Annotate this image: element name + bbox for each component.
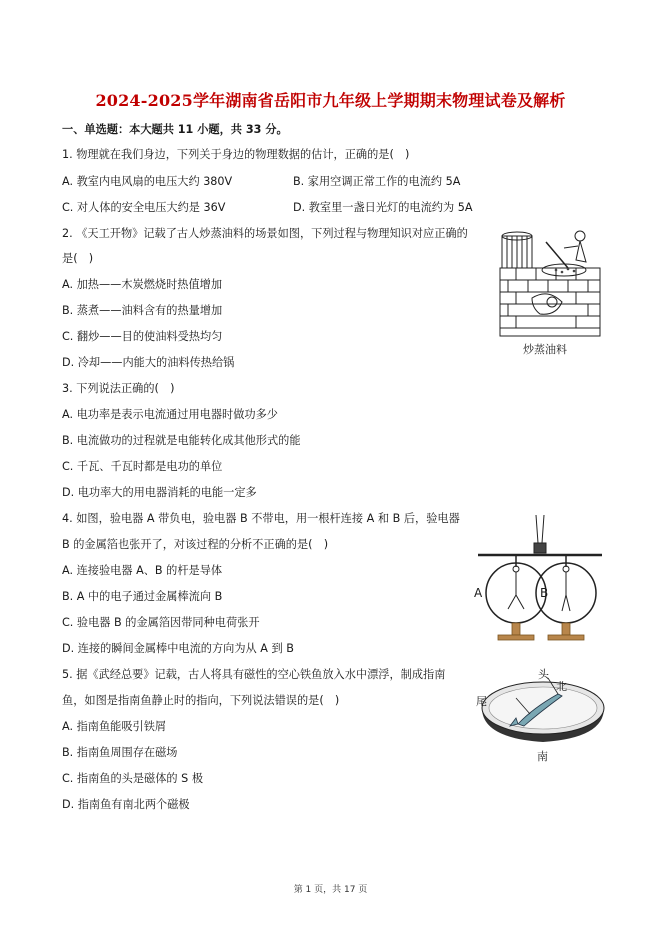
q3-option-d[interactable]: D. 电功率大的用电器消耗的电能一定多	[62, 486, 257, 499]
q4-option-d[interactable]: D. 连接的瞬间金属棒中电流的方向为从 A 到 B	[62, 642, 294, 655]
q3-stem: 3. 下列说法正确的( )	[62, 382, 175, 395]
q1-option-d[interactable]: D. 教室里一盏日光灯的电流约为 5A	[293, 201, 473, 214]
q4-stem-line2: B 的金属箔也张开了，对该过程的分析不正确的是( )	[62, 538, 329, 551]
section-heading: 一、单选题：本大题共 11 小题，共 33 分。	[62, 123, 288, 136]
fish-head-label: 头	[538, 668, 549, 681]
q1-option-c[interactable]: C. 对人体的安全电压大约是 36V	[62, 201, 226, 214]
q2-option-d[interactable]: D. 冷却——内能大的油料传热给锅	[62, 356, 235, 369]
q2-option-a[interactable]: A. 加热——木炭燃烧时热值增加	[62, 278, 223, 291]
q2-figure-caption: 炒蒸油料	[523, 343, 567, 356]
q2-stem-line1: 2. 《天工开物》记载了古人炒蒸油料的场景如图，下列过程与物理知识对应正确的	[62, 227, 468, 240]
q4-option-b[interactable]: B. A 中的电子通过金属棒流向 B	[62, 590, 223, 603]
q2-stem-line2: 是( )	[62, 252, 94, 265]
q5-option-a[interactable]: A. 指南鱼能吸引铁屑	[62, 720, 167, 733]
q1-stem: 1. 物理就在我们身边，下列关于身边的物理数据的估计，正确的是( )	[62, 148, 410, 161]
q5-stem-line1: 5. 据《武经总要》记载，古人将具有磁性的空心铁鱼放入水中漂浮，制成指南	[62, 668, 446, 681]
fish-north-label: 北	[556, 680, 567, 693]
q5-stem-line2: 鱼，如图是指南鱼静止时的指向，下列说法错误的是( )	[62, 694, 340, 707]
electroscope-a-label: A	[474, 586, 483, 600]
q2-option-c[interactable]: C. 翻炒——目的使油料受热均匀	[62, 330, 223, 343]
electroscope-b-label: B	[540, 586, 549, 600]
q4-option-c[interactable]: C. 验电器 B 的金属箔因带同种电荷张开	[62, 616, 260, 629]
q1-option-a[interactable]: A. 教室内电风扇的电压大约 380V	[62, 175, 233, 188]
q1-option-b[interactable]: B. 家用空调正常工作的电流约 5A	[293, 175, 461, 188]
q5-option-d[interactable]: D. 指南鱼有南北两个磁极	[62, 798, 190, 811]
q3-option-a[interactable]: A. 电功率是表示电流通过用电器时做功多少	[62, 408, 278, 421]
q4-option-a[interactable]: A. 连接验电器 A、B 的杆是导体	[62, 564, 223, 577]
q2-option-b[interactable]: B. 蒸煮——油料含有的热量增加	[62, 304, 223, 317]
q5-option-b[interactable]: B. 指南鱼周围存在磁场	[62, 746, 178, 759]
oil-frying-illustration	[496, 228, 604, 340]
q4-stem-line1: 4. 如图，验电器 A 带负电，验电器 B 不带电，用一根杆连接 A 和 B 后，验电器	[62, 512, 460, 525]
q3-option-c[interactable]: C. 千瓦、千瓦时都是电功的单位	[62, 460, 223, 473]
q3-option-b[interactable]: B. 电流做功的过程就是电能转化成其他形式的能	[62, 434, 301, 447]
fish-tail-label: 尾	[476, 695, 487, 708]
page-footer: 第 1 页，共 17 页	[293, 885, 368, 895]
fish-south-label: 南	[537, 750, 548, 763]
q5-option-c[interactable]: C. 指南鱼的头是磁体的 S 极	[62, 772, 204, 785]
electroscope-illustration	[470, 505, 610, 645]
page-title: 2024-2025学年湖南省岳阳市九年级上学期期末物理试卷及解析	[95, 91, 566, 110]
